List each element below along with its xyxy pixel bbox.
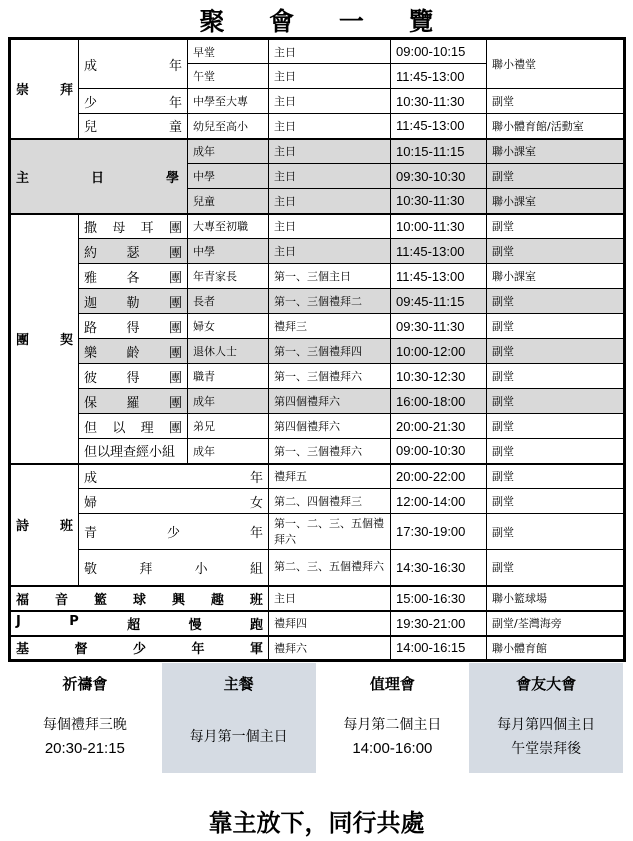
spread-label [84, 492, 263, 511]
venue-cell: 副堂 [487, 464, 625, 489]
label-char: 青 [84, 526, 98, 541]
spread-label [84, 392, 182, 411]
label-char: 年 [249, 526, 263, 541]
time-cell: 19:30-21:00 [391, 611, 487, 636]
day-cell: 第一、三個禮拜六 [269, 364, 391, 389]
label-char: 主 [16, 170, 30, 186]
spread-label [16, 614, 263, 633]
label-char: 耳 [140, 220, 154, 236]
label-char: 母 [112, 220, 126, 236]
time-cell: 11:45-13:00 [391, 239, 487, 264]
spread-label [84, 467, 263, 486]
label-char: 組 [249, 561, 263, 577]
label-char: 拜 [59, 83, 73, 99]
label-char: 得 [126, 320, 140, 336]
label-char: 雅 [84, 270, 98, 286]
time-cell: 09:30-11:30 [391, 314, 487, 339]
sub-cell: 成年 [188, 439, 269, 464]
label-char: 彼 [84, 370, 98, 386]
label-char: 基 [16, 642, 30, 658]
activity-name [10, 611, 269, 636]
table-row-choir [10, 489, 625, 514]
meeting-line: 每個禮拜三晚 [42, 717, 127, 733]
day-cell: 第四個禮拜六 [269, 414, 391, 439]
time-cell: 14:00-16:15 [391, 636, 487, 661]
spread-label [16, 589, 263, 608]
label-char: 團 [168, 345, 182, 361]
meeting-line: 午堂崇拜後 [511, 741, 582, 757]
day-cell: 主日 [269, 214, 391, 239]
group-choir [10, 464, 79, 586]
venue-cell: 副堂 [487, 389, 625, 414]
day-cell: 主日 [269, 586, 391, 611]
sub-cell: 大專至初職 [188, 214, 269, 239]
sub-cell: 長者 [188, 289, 269, 314]
spread-label [84, 242, 182, 261]
time-cell: 11:45-13:00 [391, 264, 487, 289]
label-char: 年 [168, 58, 182, 74]
spread-label [84, 367, 182, 386]
label-char: 音 [54, 592, 68, 608]
label-char: 理 [140, 420, 154, 436]
day-cell: 主日 [269, 239, 391, 264]
label-char: 各 [126, 270, 140, 286]
meeting-title: 主餐 [223, 675, 254, 693]
spread-label [16, 638, 263, 657]
spread-label [16, 167, 179, 186]
day-cell: 主日 [269, 89, 391, 114]
label-char: 團 [168, 270, 182, 286]
label-char: 契 [59, 333, 73, 348]
label-char: 撒 [84, 220, 98, 236]
group-sunday-school [10, 139, 188, 214]
table-row-worship-adult-early [10, 39, 625, 64]
table-row-fellowship [10, 439, 625, 464]
fellowship-name [79, 414, 188, 439]
label-char: 拜 [139, 561, 153, 577]
sub-cell: 成年 [188, 389, 269, 414]
sub-cell: 中學至大專 [188, 89, 269, 114]
meeting-card [8, 663, 162, 773]
time-cell: 15:00-16:30 [391, 586, 487, 611]
label-char: 日 [90, 170, 104, 186]
fellowship-name [79, 339, 188, 364]
venue-cell: 副堂 [487, 364, 625, 389]
venue-cell: 副堂 [487, 550, 625, 586]
table-row-fellowship [10, 239, 625, 264]
table-row-fellowship [10, 414, 625, 439]
label-char: 球 [132, 592, 146, 608]
time-cell: 10:30-12:30 [391, 364, 487, 389]
sub-cell: 職青 [188, 364, 269, 389]
spread-label [84, 55, 182, 74]
sub-cell: 幼兒至高小 [188, 114, 269, 139]
venue-cell: 副堂 [487, 414, 625, 439]
label-char: 敬 [84, 561, 98, 577]
table-row-fellowship [10, 264, 625, 289]
table-row-fellowship [10, 364, 625, 389]
spread-label [84, 522, 263, 541]
time-cell: 17:30-19:00 [391, 514, 487, 550]
group-fellowship [10, 214, 79, 464]
time-cell: 10:00-11:30 [391, 214, 487, 239]
day-cell: 主日 [269, 139, 391, 164]
time-cell: 20:00-22:00 [391, 464, 487, 489]
day-cell: 第二、四個禮拜三 [269, 489, 391, 514]
table-row-fellowship [10, 314, 625, 339]
meeting-detail [8, 707, 162, 767]
venue-cell: 副堂 [487, 89, 625, 114]
label-char: 樂 [84, 345, 98, 361]
meeting-line: 20:30-21:15 [44, 740, 125, 757]
table-row-other [10, 636, 625, 661]
spread-label [16, 329, 73, 348]
label-char: 籃 [93, 592, 107, 608]
table-row-other [10, 586, 625, 611]
label-char: 班 [59, 519, 73, 534]
table-row-worship-youth [10, 89, 625, 114]
label-char: 跑 [249, 617, 263, 633]
fellowship-name [79, 264, 188, 289]
table-row-fellowship [10, 389, 625, 414]
meeting-line: 每月第四個主日 [497, 717, 596, 733]
meeting-line: 14:00-16:00 [352, 740, 433, 757]
label-char: 年 [249, 470, 263, 486]
day-cell: 禮拜五 [269, 464, 391, 489]
label-char: 崇 [16, 83, 30, 99]
meeting-card [316, 663, 470, 773]
label-char: 團 [168, 245, 182, 261]
label-char: 婦 [84, 495, 98, 511]
spread-label [84, 317, 182, 336]
sub-cell: 中學 [188, 164, 269, 189]
time-cell: 09:30-10:30 [391, 164, 487, 189]
label-char: P [69, 613, 79, 629]
label-char: 保 [84, 395, 98, 411]
meeting-card [162, 663, 316, 773]
label-char: 慢 [188, 617, 202, 633]
day-cell: 第一、二、三、五個禮拜六 [269, 514, 391, 550]
fellowship-name [79, 439, 188, 464]
spread-label [84, 342, 182, 361]
label-char: 團 [168, 395, 182, 411]
fellowship-name [79, 389, 188, 414]
meeting-detail [316, 707, 470, 767]
meeting-card [469, 663, 623, 773]
choir-name [79, 514, 269, 550]
label-char: 成 [84, 470, 98, 486]
table-row-choir [10, 464, 625, 489]
meeting-detail [162, 707, 316, 767]
label-char: 齡 [126, 345, 140, 361]
table-row-other [10, 611, 625, 636]
venue-cell: 聯小禮堂 [487, 39, 625, 89]
fellowship-name [79, 314, 188, 339]
venue-cell: 副堂 [487, 339, 625, 364]
label-char: 軍 [249, 642, 263, 658]
activity-name [10, 636, 269, 661]
time-cell: 12:00-14:00 [391, 489, 487, 514]
label-char: 團 [168, 295, 182, 311]
day-cell: 第一、三個禮拜六 [269, 439, 391, 464]
choir-name [79, 489, 269, 514]
worship-youth-label [79, 89, 188, 114]
worship-kids-label [79, 114, 188, 139]
sub-cell: 中學 [188, 239, 269, 264]
sub-cell: 婦女 [188, 314, 269, 339]
label-char: 勒 [126, 295, 140, 311]
venue-cell: 聯小課室 [487, 189, 625, 214]
schedule-table [8, 37, 626, 662]
label-char: 福 [16, 592, 30, 608]
time-cell: 10:30-11:30 [391, 89, 487, 114]
label-char: 團 [168, 320, 182, 336]
label-char: 但 [84, 420, 98, 436]
meeting-title: 祈禱會 [62, 675, 108, 693]
label-char: 少 [84, 95, 98, 111]
fellowship-name [79, 364, 188, 389]
spread-label [84, 116, 182, 135]
venue-cell: 聯小課室 [487, 139, 625, 164]
venue-cell: 聯小課室 [487, 264, 625, 289]
spread-label [84, 92, 182, 111]
day-cell: 禮拜四 [269, 611, 391, 636]
label-char: 詩 [16, 519, 30, 534]
meeting-title: 會友大會 [516, 675, 577, 693]
label-char: 團 [168, 220, 182, 236]
spread-label [84, 292, 182, 311]
time-cell: 09:00-10:15 [391, 39, 487, 64]
fellowship-name [79, 289, 188, 314]
label-char: 童 [168, 120, 182, 136]
label-char: 約 [84, 245, 98, 261]
label-char: 興 [171, 592, 185, 608]
venue-cell: 副堂 [487, 514, 625, 550]
sub-cell: 成年 [188, 139, 269, 164]
venue-cell: 副堂 [487, 314, 625, 339]
day-cell: 主日 [269, 39, 391, 64]
worship-adult-label [79, 39, 188, 89]
venue-cell: 副堂/荃灣海旁 [487, 611, 625, 636]
label-char: 少 [166, 526, 180, 541]
venue-cell: 聯小體育館 [487, 636, 625, 661]
sub-cell: 午堂 [188, 64, 269, 89]
fellowship-name [79, 214, 188, 239]
label-char: 成 [84, 58, 98, 74]
label-char: 團 [16, 333, 30, 348]
day-cell: 禮拜三 [269, 314, 391, 339]
label-char: 團 [168, 420, 182, 436]
label-char: 小 [194, 561, 208, 577]
table-row-choir [10, 550, 625, 586]
label-char: 以 [112, 420, 126, 436]
label-char: 迦 [84, 295, 98, 311]
table-row-fellowship [10, 339, 625, 364]
day-cell: 第二、三、五個禮拜六 [269, 550, 391, 586]
label-char: 得 [126, 370, 140, 386]
meeting-line: 每月第一個主日 [189, 729, 288, 745]
label-char: 羅 [126, 395, 140, 411]
label-char: 路 [84, 320, 98, 336]
time-cell: 14:30-16:30 [391, 550, 487, 586]
venue-cell: 副堂 [487, 214, 625, 239]
spread-label [16, 515, 73, 534]
venue-cell: 聯小籃球場 [487, 586, 625, 611]
label-char: J [16, 613, 21, 629]
label-char: 班 [249, 592, 263, 608]
day-cell: 禮拜六 [269, 636, 391, 661]
group-worship [10, 39, 79, 139]
day-cell: 主日 [269, 64, 391, 89]
day-cell: 主日 [269, 164, 391, 189]
day-cell: 第一、三個禮拜二 [269, 289, 391, 314]
venue-cell: 副堂 [487, 439, 625, 464]
label-char: 但以理查經小組 [84, 445, 176, 461]
time-cell: 20:00-21:30 [391, 414, 487, 439]
spread-label [84, 558, 263, 577]
table-row-fellowship [10, 289, 625, 314]
day-cell: 第四個禮拜六 [269, 389, 391, 414]
venue-cell: 副堂 [487, 489, 625, 514]
label-char: 督 [74, 642, 88, 658]
sub-cell: 弟兄 [188, 414, 269, 439]
table-row-worship-kids [10, 114, 625, 139]
day-cell: 第一、三個禮拜四 [269, 339, 391, 364]
label-char: 超 [127, 617, 141, 633]
activity-name [10, 586, 269, 611]
day-cell: 第一、三個主日 [269, 264, 391, 289]
time-cell: 10:00-12:00 [391, 339, 487, 364]
label-char: 趣 [210, 592, 224, 608]
day-cell: 主日 [269, 114, 391, 139]
venue-cell: 聯小體育館/活動室 [487, 114, 625, 139]
label-char: 年 [168, 95, 182, 111]
meeting-title: 值理會 [369, 675, 415, 693]
venue-cell: 副堂 [487, 289, 625, 314]
motto: 靠主放下，同行共處 [208, 808, 425, 837]
spread-label [84, 441, 182, 460]
table-row-sunday-school [10, 139, 625, 164]
time-cell: 10:30-11:30 [391, 189, 487, 214]
venue-cell: 副堂 [487, 164, 625, 189]
spread-label [84, 217, 182, 236]
label-char: 瑟 [126, 245, 140, 261]
label-char: 少 [132, 642, 146, 658]
choir-name [79, 550, 269, 586]
meetings-cards [8, 663, 623, 773]
time-cell: 11:45-13:00 [391, 114, 487, 139]
venue-cell: 副堂 [487, 239, 625, 264]
table-row-choir [10, 514, 625, 550]
sub-cell: 退休人士 [188, 339, 269, 364]
fellowship-name [79, 239, 188, 264]
day-cell: 主日 [269, 189, 391, 214]
meeting-line: 每月第二個主日 [343, 717, 442, 733]
label-char: 女 [249, 495, 263, 511]
time-cell: 09:45-11:15 [391, 289, 487, 314]
table-row-fellowship [10, 214, 625, 239]
sub-cell: 兒童 [188, 189, 269, 214]
label-char: 團 [168, 370, 182, 386]
sub-cell: 年青家長 [188, 264, 269, 289]
label-char: 年 [191, 642, 205, 658]
choir-name [79, 464, 269, 489]
spread-label [84, 417, 182, 436]
label-char: 學 [165, 170, 179, 186]
page-title: 聚 會 一 覽 [199, 7, 452, 36]
label-char: 兒 [84, 120, 98, 136]
sub-cell: 早堂 [188, 39, 269, 64]
spread-label [84, 267, 182, 286]
time-cell: 10:15-11:15 [391, 139, 487, 164]
time-cell: 11:45-13:00 [391, 64, 487, 89]
time-cell: 09:00-10:30 [391, 439, 487, 464]
spread-label [16, 79, 73, 98]
time-cell: 16:00-18:00 [391, 389, 487, 414]
meeting-detail [469, 707, 623, 767]
